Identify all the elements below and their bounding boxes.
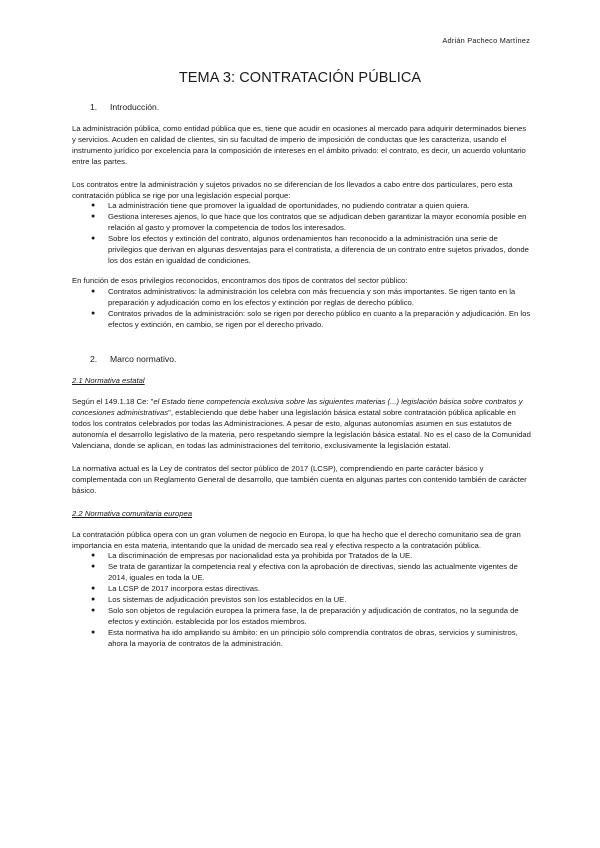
list-item-text: La discriminación de empresas por nacionalidad esta ya prohibida por Tratados de la UE. bbox=[108, 551, 413, 561]
list-item-text: Esta normativa ha ido ampliando su ámbito: en un principio sólo comprendía contratos de obras, servicios y suministros, ahora la mayoría de contratos de la administración. bbox=[108, 627, 518, 648]
eu-regulation-list bbox=[72, 551, 532, 649]
list-item-text: Solo son objetos de regulación europea la primera fase, la de preparación y adjudicación de contratos, no la segunda de efectos y extinción. establecida por los estados miembros. bbox=[108, 606, 519, 626]
bullet-icon: ● bbox=[91, 596, 96, 604]
subsection-2-1-heading: 2.1 Normativa estatal bbox=[72, 376, 145, 386]
list-item bbox=[72, 562, 532, 584]
bullet-icon: ● bbox=[91, 287, 96, 295]
state-regulation-paragraph bbox=[72, 397, 532, 452]
list-item bbox=[72, 595, 532, 606]
list-item bbox=[72, 584, 532, 595]
list-item-text: Contratos administrativos: la administración los celebra con más frecuencia y son más importantes. Se rigen tanto en la preparación y adjudicación como en los efectos y extinción por reglas de derecho público. bbox=[108, 286, 516, 307]
list-item bbox=[72, 212, 532, 234]
eu-regulation-paragraph: La contratación pública opera con un gran volumen de negocio en Europa, lo que ha hecho que el derecho comunitario sea de gran importancia en esta materia, intentando que la unidad de mercado sea real y efectiva respecto a la contratación pública. bbox=[72, 529, 521, 550]
list-item bbox=[72, 628, 532, 650]
list-item bbox=[72, 606, 532, 628]
list-item bbox=[72, 551, 532, 562]
list-item bbox=[72, 234, 532, 267]
bullet-icon: ● bbox=[91, 202, 96, 210]
author-name: Adrián Pacheco Martínez bbox=[442, 36, 530, 45]
bullet-icon: ● bbox=[91, 607, 96, 614]
intro-paragraph-3: En función de esos privilegios reconocidos, encontramos dos tipos de contratos del sector público: bbox=[72, 275, 408, 285]
bullet-icon: ● bbox=[91, 585, 96, 593]
section-1-title: Introducción. bbox=[110, 102, 160, 112]
bullet-icon: ● bbox=[91, 213, 96, 221]
bullet-icon: ● bbox=[91, 552, 96, 560]
lcsp-paragraph: La normativa actual es la Ley de contratos del sector público de 2017 (LCSP), comprendiendo en parte carácter básico y complementada con un Reglamento General de desarrollo, que también cuenta en algunas partes con contenido también de carácter básico. bbox=[72, 463, 527, 495]
subsection-2-2-heading: 2.2 Normativa comunitaria europea bbox=[72, 508, 193, 518]
bullet-icon: ● bbox=[91, 563, 96, 571]
bullet-icon: ● bbox=[91, 235, 96, 243]
constitution-quote: el Estado tiene competencia exclusiva sobre las siguientes materias (...) legislación básica sobre contratos y concesiones administrativas bbox=[72, 397, 523, 418]
list-item-text: Se trata de garantizar la competencia real y efectiva con la aprobación de directivas, siendo las actualmente vigentes de 2014, iguales en toda la UE. bbox=[108, 562, 518, 583]
quote-tail: ", estableciendo que debe haber una legislación básica estatal sobre contratación pública aplicable en todos los contratos celebrados por todas las Administraciones. A pesar de esto, algunas autonomías asumen en sus estatutos de autonomía el desarrollo legislativo de la materia, pero respetando siempre la legislación básica estatal. No es el caso de la Comunidad Valenciana, donde se aplican, en todas las administraciones del territorio, exclusivamente la legislación estatal. bbox=[72, 408, 531, 451]
section-2-title: Marco normativo. bbox=[110, 354, 177, 365]
section-2-number: 2. bbox=[90, 354, 98, 365]
list-item-text: La LCSP de 2017 incorpora estas directivas. bbox=[108, 584, 260, 594]
list-item-text: Sobre los efectos y extinción del contrato, algunos ordenamientos han reconocido a la administración una serie de privilegios que derivan en algunas desventajas para el contratista, a diferencia de un contrato entre sujetos privados, donde los dos están en igualdad de condiciones. bbox=[108, 234, 529, 265]
bullet-icon: ● bbox=[91, 309, 96, 317]
list-item-text: Los sistemas de adjudicación previstos son los establecidos en la UE. bbox=[108, 595, 347, 605]
intro-paragraph-1: La administración pública, como entidad pública que es, tiene que acudir en ocasiones al mercado para adquirir determinados bienes y servicios. Acuden en calidad de clientes, sin su facultad de imperio de imposición de conductas que les caracteriza, usando el instrumento jurídico por excelencia para la composición de intereses en el ámbito privado: el contrato, es decir, un acuerdo voluntario entre las partes. bbox=[72, 124, 527, 166]
document-body bbox=[72, 102, 532, 650]
list-item-text: Contratos privados de la administración: solo se rigen por derecho público en cuanto a la preparación y adjudicación. En los efectos y extinción, en cambio, se rigen por el derecho privado. bbox=[108, 308, 531, 329]
list-item-text: La administración tiene que promover la igualdad de oportunidades, no pudiendo contratar a quien quiera. bbox=[108, 201, 470, 211]
section-1-heading bbox=[72, 102, 532, 112]
intro-paragraph-2: Los contratos entre la administración y sujetos privados no se diferencian de los llevados a cabo entre dos particulares, pero esta contratación pública se rige por una legislación especial porque: bbox=[72, 179, 513, 200]
quote-lead: Según el 149.1.18 Ce: " bbox=[72, 397, 154, 407]
section-1-number: 1. bbox=[90, 102, 98, 112]
contract-types-list bbox=[72, 287, 532, 331]
bullet-icon: ● bbox=[91, 628, 96, 636]
special-legislation-list bbox=[72, 201, 532, 266]
page-title: TEMA 3: CONTRATACIÓN PÚBLICA bbox=[178, 70, 422, 86]
list-item-text: Gestiona intereses ajenos, lo que hace que los contratos que se adjudican deben garantizar la mayor economía posible en relación al gasto y promover la competencia de todos los interesados. bbox=[108, 212, 527, 233]
list-item bbox=[72, 309, 532, 331]
section-2-heading bbox=[72, 354, 532, 364]
list-item bbox=[72, 287, 532, 309]
list-item bbox=[72, 201, 532, 212]
